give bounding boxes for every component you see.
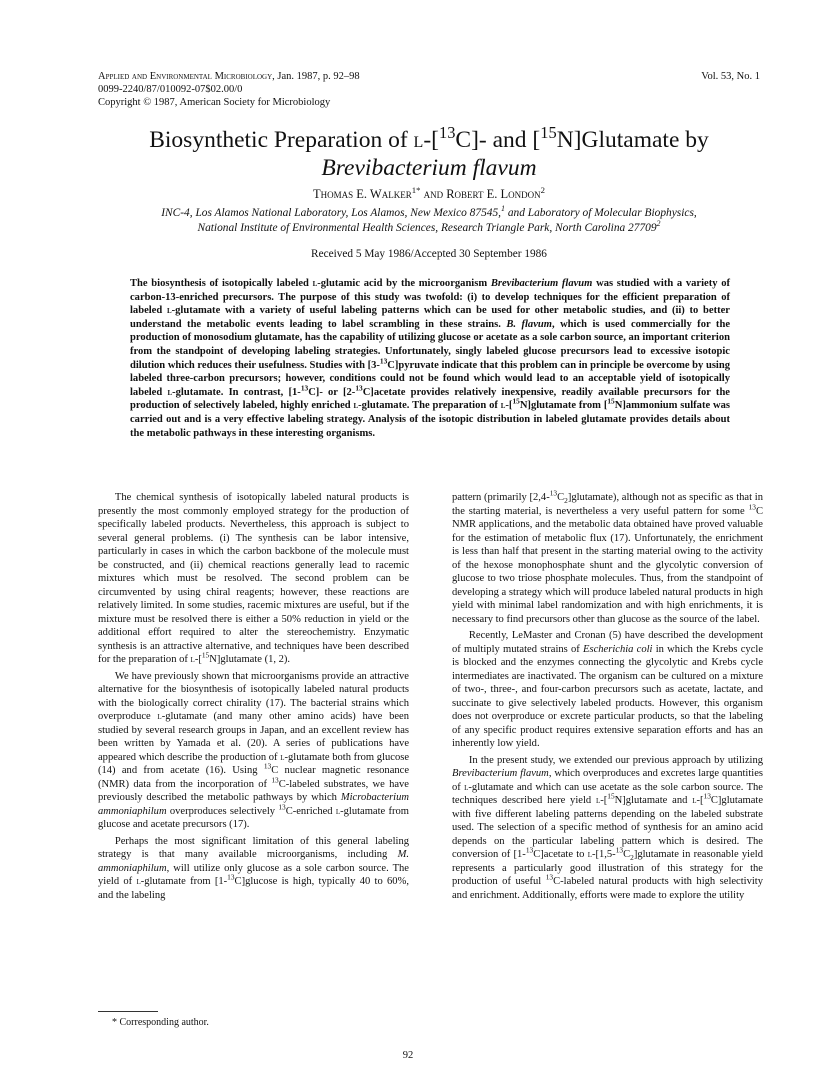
paragraph: The chemical synthesis of isotopically labeled natural products is presently the most commonly employed strategy for the production of specifically labeled products. Nevertheless, this approach is subject to several general problems. (i) The synthesis can be labor intensive, particularly in cases in which the carbon backbone of the molecule must be constructed, and (ii) chemical reactions generally lead to racemic mixtures which must be resolved. The second problem can be circumvented by using chiral reagents; however, these reactions are relatively limited. In some studies, racemic mixtures are useful, but if the mixture must be resolved there is either a 50% reduction in yield or the additional effort required to alter the stereochemistry. Enzymatic synthesis is an attractive alternative, and techniques have been described for the preparation of l-[$^{15}$N]glutamate (1, 2).	[98, 492, 409, 666]
journal-line	[98, 70, 760, 83]
author-list: Thomas E. Walker$^{1*}$ and Robert E. London$^2$	[312, 184, 546, 201]
title-organism: Brevibacterium flavum	[321, 155, 537, 181]
footnote: * Corresponding author.	[112, 1017, 209, 1028]
volume-info: Vol. 53, No. 1	[701, 71, 760, 82]
paragraph: pattern (primarily $[2,4-^{13}C_2]glutamate$), although not as specific as that in the starting material, is nevertheless a very useful pattern for some $^{13}$C NMR applications, and the metabolic data obtained have proved valuable for the estimation of metabolic flux (17). Unfortunately, the enrichment is less than half that present in the starting material owing to the activity of the hexose monophosphate shunt and the glycolytic conversion of glucose to two triose phosphate molecules. Thus, from the standpoint of developing a strategy which will produce labeled natural products in high yield with minimal label randomization and with high enrichments, it is necessary to find precursors other than glucose as the source of the label.	[452, 488, 763, 625]
abstract: The biosynthesis of isotopically labeled l-glutamic acid by the microorganism Brevibacterium flavum was studied with a variety of carbon-13-enriched precursors. The purpose of this study was twofold: (i) to develop techniques for the efficient preparation of labeled l-glutamate with a variety of useful labeling patterns which can be used for other metabolic studies, and (ii) to better understand the metabolic events leading to label scrambling in these strains. B. flavum, which is used commercially for the production of monosodium glutamate, has the capability of utilizing glucose or acetate as a sole carbon source, an important criterion from the standpoint of developing labeling strategies. Unfortunately, singly labeled glucose precursors lead to excessive isotopic dilution which reduces their usefulness. Studies with [3-$^{13}$C]pyruvate indicate that this problem can in principle be overcome by using labeled three-carbon precursors; however, conditions could not be found which would lead to an acceptable yield of isotopically labeled l-glutamate. In contrast, [1-$^{13}$C]- or [2-$^{13}$C]acetate provides relatively inexpensive, readily available precursors for the production of selectively labeled, highly enriched l-glutamate. The preparation of l-[$^{15}$N]glutamate from [$^{15}$N]ammonium sulfate was carried out and is a very effective labeling strategy. Analysis of the isotopic distribution in labeled glutamate provides details about the metabolic pathways in these interesting organisms.	[130, 278, 731, 439]
author-walker: Thomas E. Walker	[312, 187, 412, 201]
received-dates: Received 5 May 1986/Accepted 30 September 1986	[311, 248, 547, 260]
footnote-rule	[98, 1011, 158, 1012]
affiliation: INC-4, Los Alamos National Laboratory, Los Alamos, New Mexico 87545,$^1$ and Laboratory of Molecular Biophysics, National Institute of Environmental Health Sciences, Research Triangle Park, North Carolina 27709$^2$	[161, 204, 697, 234]
page-number: 92	[402, 1050, 414, 1061]
copyright: Copyright © 1987, American Society for Microbiology	[98, 97, 331, 108]
paper-title: Biosynthetic Preparation of l-[$^{13}$C]- and [$^{15}$N]Glutamate by Brevibacterium flavum	[149, 123, 709, 181]
journal-name: Applied and Environmental Microbiology	[98, 71, 273, 82]
running-header	[98, 70, 760, 109]
paragraph: We have previously shown that microorganisms provide an attractive alternative for the biosynthesis of isotopically labeled natural products with the biologically correct chirality (17). The bacterial strains which overproduce l-glutamate (and many other amino acids) have been studied by several research groups in Japan, and an excellent review has been written by Yamada et al. (20). A series of publications have appeared which describe the production of l-glutamate both from glucose (14) and from acetate (16). Using $^{13}$C nuclear magnetic resonance (NMR) data from the incorporation of $^{13}$C-labeled substrates, we have previously described the metabolic pathways by which Microbacterium ammoniaphilum overproduces selectively $^{13}$C-enriched l-glutamate from glucose and acetate precursors (17).	[98, 670, 410, 831]
paragraph: Recently, LeMaster and Cronan (5) have described the development of multiply mutated strains of Escherichia coli in which the Krebs cycle is blocked and the enzymes connecting the glycolytic and Krebs cycle intermediates are inactivated. The organism can be cultured on a mixture of two-, three-, and four-carbon precursors such as acetate, lactate, and succinate to give selectively labeled products. However, this organism does not overproduce or excrete particular products, so that the labeling of any specific product requires extensive separation efforts and has an inherently low yield.	[452, 630, 763, 750]
author-london: Robert E. London	[446, 187, 541, 201]
paragraph: In the present study, we extended our previous approach by utilizing Brevibacterium flavum, which overproduces and excretes large quantities of l-glutamate and which can use acetate as the sole carbon source. The techniques described here yield l-[$^{15}$N]glutamate and l-[$^{13}$C]glutamate with five different labeling patterns depending on the labeled substrate used. The selection of a specific method of synthesis for an amino acid depends on the particular labeling pattern which is desired. The conversion of [1-$^{13}$C]acetate to $l-[1,5-^{13}C_2]glutamate$ in reasonable yield represents a particularly good illustration of this strategy for the production of useful $^{13}$C-labeled natural products with high selectivity and enrichment. Additionally, efforts were made to explore the utility	[452, 754, 764, 901]
body-column-right	[452, 488, 764, 905]
journal-issue: , Jan. 1987, p. 92–98	[272, 71, 360, 82]
body-column-left	[98, 491, 409, 905]
journal-code: 0099-2240/87/010092-07$02.00/0	[98, 84, 243, 95]
paragraph: Perhaps the most significant limitation of this general labeling strategy is that many available microorganisms, including M. ammoniaphilum, will utilize only glucose as a sole carbon source. The yield of l-glutamate from [1-$^{13}$C]glucose is high, typically 40 to 60%, and the labeling	[98, 835, 410, 901]
